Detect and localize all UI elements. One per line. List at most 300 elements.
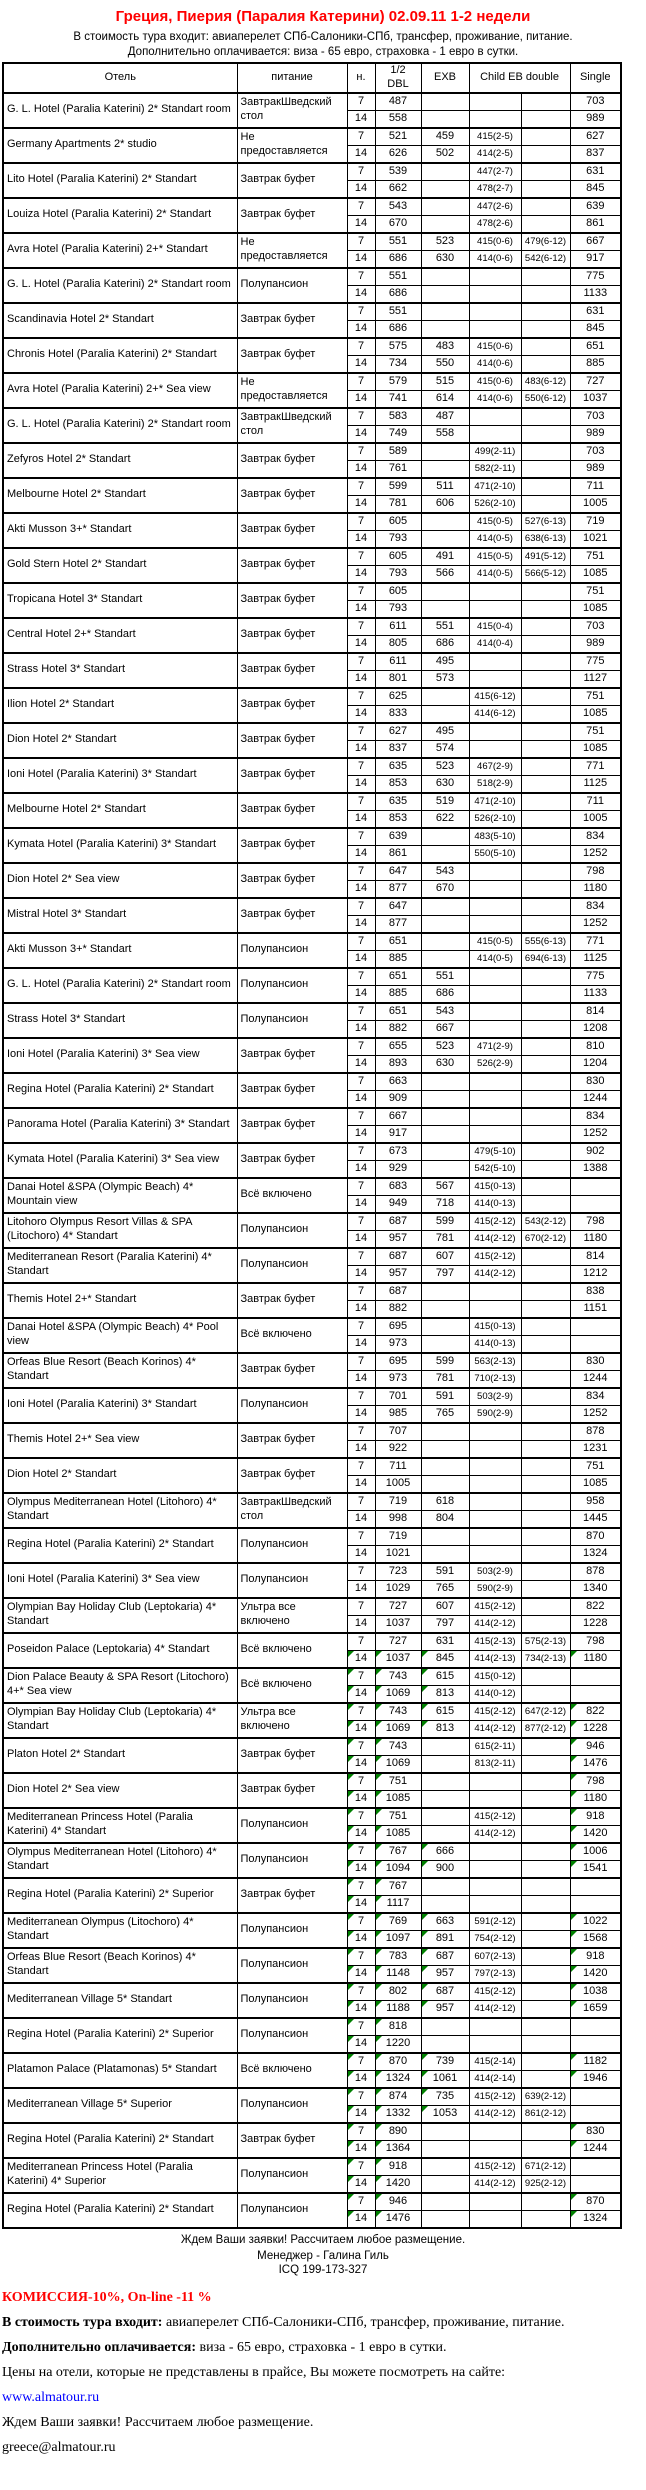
child-price-cell-1: 415(0-5) (469, 933, 521, 951)
child-price-cell-2 (521, 1895, 570, 1913)
child-price-cell-2 (521, 443, 570, 461)
dbl-price-cell: 998 (375, 1510, 421, 1528)
nights-cell: 7 (347, 1283, 375, 1301)
dbl-price-cell: 877 (375, 880, 421, 898)
meal-plan-cell: Завтрак буфет (237, 863, 347, 898)
child-price-cell-1: 414(2-13) (469, 1650, 521, 1668)
single-price-cell: 917 (570, 250, 621, 268)
dbl-price-cell: 1069 (375, 1685, 421, 1703)
hotel-name-cell: Litohoro Olympus Resort Villas & SPA (Litochoro) 4* Standart (3, 1213, 237, 1248)
child-price-cell-1: 414(0-4) (469, 635, 521, 653)
single-price-cell: 1244 (570, 1370, 621, 1388)
child-price-cell-2 (521, 2070, 570, 2088)
dbl-price-cell: 673 (375, 1143, 421, 1161)
dbl-price-cell: 639 (375, 828, 421, 846)
child-price-cell-1: 415(2-12) (469, 1808, 521, 1826)
dbl-price-cell: 833 (375, 705, 421, 723)
meal-plan-cell: Полупансион (237, 1948, 347, 1983)
single-price-cell: 751 (570, 1458, 621, 1476)
child-price-cell-2 (521, 1283, 570, 1301)
table-row (3, 1073, 621, 1091)
single-price-cell: 1038 (570, 1983, 621, 2001)
single-price-cell: 1946 (570, 2070, 621, 2088)
child-price-cell-1 (469, 863, 521, 881)
dbl-price-cell: 793 (375, 565, 421, 583)
nights-cell: 14 (347, 1895, 375, 1913)
child-price-cell-2 (521, 495, 570, 513)
nights-cell: 14 (347, 670, 375, 688)
child-price-cell-2 (521, 1318, 570, 1336)
dbl-price-cell: 1094 (375, 1860, 421, 1878)
child-price-cell-2 (521, 740, 570, 758)
single-price-cell: 1541 (570, 1860, 621, 1878)
meal-plan-cell: Завтрак буфет (237, 1108, 347, 1143)
exb-price-cell: 483 (421, 338, 469, 356)
exb-price-cell (421, 1878, 469, 1896)
col-header-meal: питание (237, 63, 347, 93)
single-price-cell: 1231 (570, 1440, 621, 1458)
dbl-price-cell: 651 (375, 1003, 421, 1021)
child-price-cell-2 (521, 1510, 570, 1528)
nights-cell: 14 (347, 215, 375, 233)
hotel-name-cell: Poseidon Palace (Leptokaria) 4* Standart (3, 1633, 237, 1668)
col-header-single: Single (570, 63, 621, 93)
child-price-cell-2 (521, 1738, 570, 1756)
single-price-cell: 878 (570, 1563, 621, 1581)
nights-cell: 7 (347, 1703, 375, 1721)
dbl-price-cell: 882 (375, 1020, 421, 1038)
exb-price-cell: 523 (421, 233, 469, 251)
child-price-cell-2 (521, 1038, 570, 1056)
nights-cell: 7 (347, 1808, 375, 1826)
single-price-cell: 1252 (570, 1125, 621, 1143)
child-price-cell-2 (521, 600, 570, 618)
hotel-name-cell: Regina Hotel (Paralia Katerini) 2* Superior (3, 1878, 237, 1913)
child-price-cell-1 (469, 968, 521, 986)
single-price-cell (570, 2035, 621, 2053)
dbl-price-cell: 551 (375, 268, 421, 286)
child-price-cell-1 (469, 1843, 521, 1861)
exb-price-cell (421, 845, 469, 863)
single-price-cell: 1445 (570, 1510, 621, 1528)
exb-price-cell: 735 (421, 2088, 469, 2106)
hotel-name-cell: G. L. Hotel (Paralia Katerini) 2* Standart room (3, 93, 237, 128)
exb-price-cell: 607 (421, 1248, 469, 1266)
exb-price-cell: 797 (421, 1265, 469, 1283)
single-price-cell: 1568 (570, 1930, 621, 1948)
child-price-cell-2 (521, 145, 570, 163)
nights-cell: 7 (347, 968, 375, 986)
nights-cell: 14 (347, 180, 375, 198)
single-price-cell: 775 (570, 268, 621, 286)
child-price-cell-1: 415(2-12) (469, 1248, 521, 1266)
nights-cell: 14 (347, 985, 375, 1003)
child-price-cell-2: 877(2-12) (521, 1720, 570, 1738)
nights-cell: 14 (347, 390, 375, 408)
table-row (3, 618, 621, 636)
nights-cell: 14 (347, 425, 375, 443)
child-price-cell-1: 415(2-12) (469, 1213, 521, 1231)
table-row (3, 1178, 621, 1196)
nights-cell: 14 (347, 1090, 375, 1108)
nights-cell: 7 (347, 583, 375, 601)
table-row (3, 1563, 621, 1581)
exb-price-cell (421, 1283, 469, 1301)
dbl-price-cell: 599 (375, 478, 421, 496)
single-price-cell: 1085 (570, 565, 621, 583)
table-row (3, 828, 621, 846)
child-price-cell-2 (521, 1965, 570, 1983)
nights-cell: 14 (347, 1300, 375, 1318)
hotel-name-cell: Regina Hotel (Paralia Katerini) 2* Standart (3, 1528, 237, 1563)
child-price-cell-1: 415(2-12) (469, 1598, 521, 1616)
included-text: авиаперелет СПб-Салоники-СПб, трансфер, проживание, питание. (162, 2314, 565, 2330)
nights-cell: 7 (347, 2158, 375, 2176)
dbl-price-cell: 551 (375, 233, 421, 251)
nights-cell: 14 (347, 250, 375, 268)
table-row (3, 1773, 621, 1791)
child-price-cell-2: 861(2-12) (521, 2105, 570, 2123)
dbl-price-cell: 635 (375, 758, 421, 776)
child-price-cell-1: 415(2-12) (469, 1703, 521, 1721)
table-row (3, 2088, 621, 2106)
nights-cell: 7 (347, 653, 375, 671)
meal-plan-cell: Завтрак буфет (237, 793, 347, 828)
table-row (3, 513, 621, 531)
hotel-name-cell: Ioni Hotel (Paralia Katerini) 3* Standart (3, 758, 237, 793)
single-price-cell: 1252 (570, 845, 621, 863)
exb-price-cell: 781 (421, 1370, 469, 1388)
single-price-cell: 1180 (570, 880, 621, 898)
child-price-cell-2 (521, 1860, 570, 1878)
table-row (3, 1248, 621, 1266)
meal-plan-cell: Завтрак буфет (237, 758, 347, 793)
nights-cell: 14 (347, 740, 375, 758)
child-price-cell-2: 647(2-12) (521, 1703, 570, 1721)
child-price-cell-2 (521, 915, 570, 933)
dbl-price-cell: 579 (375, 373, 421, 391)
exb-price-cell: 781 (421, 1230, 469, 1248)
nights-cell: 7 (347, 233, 375, 251)
child-price-cell-2 (521, 1983, 570, 2001)
meal-plan-cell: Полупансион (237, 1213, 347, 1248)
child-price-cell-2 (521, 1475, 570, 1493)
child-price-cell-1: 414(0-13) (469, 1195, 521, 1213)
table-row (3, 723, 621, 741)
child-price-cell-2 (521, 1020, 570, 1038)
nights-cell: 14 (347, 810, 375, 828)
exb-price-cell (421, 1895, 469, 1913)
dbl-price-cell: 749 (375, 425, 421, 443)
dbl-price-cell: 985 (375, 1405, 421, 1423)
meal-plan-cell: Полупансион (237, 2088, 347, 2123)
table-row (3, 688, 621, 706)
table-row (3, 128, 621, 146)
nights-cell: 7 (347, 758, 375, 776)
single-price-cell: 711 (570, 478, 621, 496)
meal-plan-cell: Завтрак буфет (237, 478, 347, 513)
child-price-cell-1 (469, 1475, 521, 1493)
nights-cell: 14 (347, 1440, 375, 1458)
manager-line: Менеджер - Галина Гиль (257, 2249, 389, 2262)
child-price-cell-1 (469, 898, 521, 916)
single-price-cell (570, 2175, 621, 2193)
dbl-price-cell: 686 (375, 285, 421, 303)
exb-price-cell: 487 (421, 408, 469, 426)
exb-price-cell (421, 705, 469, 723)
meal-plan-cell: Завтрак буфет (237, 163, 347, 198)
meal-plan-cell: Завтрак буфет (237, 1458, 347, 1493)
table-row (3, 1738, 621, 1756)
child-price-cell-1 (469, 1895, 521, 1913)
child-price-cell-1: 503(2-9) (469, 1563, 521, 1581)
child-price-cell-2 (521, 1458, 570, 1476)
exb-price-cell: 1061 (421, 2070, 469, 2088)
exb-price-cell: 845 (421, 1650, 469, 1668)
child-price-cell-1: 414(2-12) (469, 1265, 521, 1283)
exb-price-cell: 718 (421, 1195, 469, 1213)
single-price-cell: 1037 (570, 390, 621, 408)
child-price-cell-1: 414(0-6) (469, 390, 521, 408)
hotel-name-cell: Ioni Hotel (Paralia Katerini) 3* Sea view (3, 1563, 237, 1598)
hotel-name-cell: Lito Hotel (Paralia Katerini) 2* Standart (3, 163, 237, 198)
exb-price-cell: 686 (421, 635, 469, 653)
exb-price-cell: 622 (421, 810, 469, 828)
exb-price-cell: 591 (421, 1563, 469, 1581)
nights-cell: 7 (347, 1843, 375, 1861)
child-price-cell-1: 813(2-11) (469, 1755, 521, 1773)
table-row (3, 1283, 621, 1301)
child-price-cell-1: 415(0-13) (469, 1318, 521, 1336)
meal-plan-cell: Не предоставляется (237, 233, 347, 268)
dbl-price-cell: 1476 (375, 2210, 421, 2228)
hotel-name-cell: Strass Hotel 3* Standart (3, 653, 237, 688)
requests-note-2: Ждем Ваши заявки! Рассчитаем любое размещение. (2, 2414, 314, 2430)
child-price-cell-1: 590(2-9) (469, 1405, 521, 1423)
single-price-cell: 727 (570, 373, 621, 391)
child-price-cell-2 (521, 1563, 570, 1581)
table-row (3, 443, 621, 461)
exb-price-cell (421, 1545, 469, 1563)
dbl-price-cell: 589 (375, 443, 421, 461)
exb-price-cell: 686 (421, 985, 469, 1003)
exb-price-cell: 666 (421, 1843, 469, 1861)
single-price-cell: 958 (570, 1493, 621, 1511)
exb-price-cell: 813 (421, 1720, 469, 1738)
dbl-price-cell: 734 (375, 355, 421, 373)
dbl-price-cell: 781 (375, 495, 421, 513)
exb-price-cell: 502 (421, 145, 469, 163)
hotel-name-cell: Avra Hotel (Paralia Katerini) 2+* Standart (3, 233, 237, 268)
single-price-cell: 822 (570, 1598, 621, 1616)
single-price-cell: 1133 (570, 285, 621, 303)
nights-cell: 14 (347, 1020, 375, 1038)
single-price-cell: 1151 (570, 1300, 621, 1318)
hotel-name-cell: Mediterranean Resort (Paralia Katerini) 4* Standart (3, 1248, 237, 1283)
child-price-cell-1: 415(0-5) (469, 548, 521, 566)
nights-cell: 7 (347, 688, 375, 706)
child-price-cell-1 (469, 268, 521, 286)
child-price-cell-2 (521, 1073, 570, 1091)
meal-plan-cell: Завтрак буфет (237, 898, 347, 933)
nights-cell: 7 (347, 2123, 375, 2141)
child-price-cell-2 (521, 163, 570, 181)
single-price-cell (570, 2088, 621, 2106)
meal-plan-cell: Полупансион (237, 268, 347, 303)
meal-plan-cell: Завтрак буфет (237, 618, 347, 653)
dbl-price-cell: 909 (375, 1090, 421, 1108)
child-price-cell-2 (521, 1755, 570, 1773)
table-row (3, 1143, 621, 1161)
single-price-cell: 703 (570, 443, 621, 461)
single-price-cell: 1085 (570, 740, 621, 758)
child-price-cell-1 (469, 320, 521, 338)
exb-price-cell: 551 (421, 968, 469, 986)
dbl-price-cell: 611 (375, 618, 421, 636)
table-row (3, 1423, 621, 1441)
child-price-cell-1: 550(5-10) (469, 845, 521, 863)
exb-price-cell: 511 (421, 478, 469, 496)
requests-note: Ждем Ваши заявки! Рассчитаем любое размещение. (180, 2233, 466, 2246)
child-price-cell-1 (469, 2140, 521, 2158)
hotel-name-cell: G. L. Hotel (Paralia Katerini) 2* Standart room (3, 968, 237, 1003)
nights-cell: 7 (347, 198, 375, 216)
hotel-name-cell: Olympus Mediterranean Hotel (Litohoro) 4* Standart (3, 1493, 237, 1528)
child-price-cell-1 (469, 1090, 521, 1108)
hotel-name-cell: Dion Hotel 2* Standart (3, 1458, 237, 1493)
hotel-name-cell: Strass Hotel 3* Standart (3, 1003, 237, 1038)
nights-cell: 7 (347, 1773, 375, 1791)
child-price-cell-1 (469, 2123, 521, 2141)
dbl-price-cell: 1324 (375, 2070, 421, 2088)
exb-price-cell (421, 1335, 469, 1353)
meal-plan-cell: Полупансион (237, 1913, 347, 1948)
exb-price-cell: 957 (421, 1965, 469, 1983)
hotel-name-cell: Zefyros Hotel 2* Standart (3, 443, 237, 478)
child-price-cell-2: 670(2-12) (521, 1230, 570, 1248)
single-price-cell: 1005 (570, 495, 621, 513)
table-row (3, 1843, 621, 1861)
child-price-cell-2 (521, 705, 570, 723)
single-price-cell (570, 1668, 621, 1686)
hotel-name-cell: Regina Hotel (Paralia Katerini) 2* Superior (3, 2018, 237, 2053)
exb-price-cell (421, 198, 469, 216)
meal-plan-cell: Завтрак буфет (237, 723, 347, 758)
dbl-price-cell: 743 (375, 1738, 421, 1756)
table-row (3, 1528, 621, 1546)
nights-cell: 7 (347, 93, 375, 111)
single-price-cell: 1180 (570, 1230, 621, 1248)
child-price-cell-2 (521, 1405, 570, 1423)
child-price-cell-1: 526(2-9) (469, 1055, 521, 1073)
nights-cell: 7 (347, 863, 375, 881)
nights-cell: 14 (347, 1580, 375, 1598)
nights-cell: 14 (347, 355, 375, 373)
col-header-hotel: Отель (3, 63, 237, 93)
child-price-cell-1: 414(0-5) (469, 530, 521, 548)
child-price-cell-1: 414(0-6) (469, 250, 521, 268)
nights-cell: 14 (347, 2000, 375, 2018)
meal-plan-cell: Завтрак буфет (237, 303, 347, 338)
single-price-cell: 1180 (570, 1790, 621, 1808)
commission-line: КОМИССИЯ-10%, On-line -11 % (2, 2289, 212, 2305)
single-price-cell: 1125 (570, 775, 621, 793)
single-price-cell: 845 (570, 180, 621, 198)
nights-cell: 14 (347, 1615, 375, 1633)
exb-price-cell (421, 2193, 469, 2211)
nights-cell: 7 (347, 128, 375, 146)
dbl-price-cell: 719 (375, 1528, 421, 1546)
dbl-price-cell: 1005 (375, 1475, 421, 1493)
single-price-cell: 798 (570, 1633, 621, 1651)
dbl-price-cell: 957 (375, 1230, 421, 1248)
nights-cell: 7 (347, 1108, 375, 1126)
child-price-cell-2: 639(2-12) (521, 2088, 570, 2106)
child-price-cell-2 (521, 180, 570, 198)
hotel-name-cell: Regina Hotel (Paralia Katerini) 2* Standart (3, 2123, 237, 2158)
table-row (3, 338, 621, 356)
hotel-name-cell: Ioni Hotel (Paralia Katerini) 3* Standart (3, 1388, 237, 1423)
table-row (3, 1878, 621, 1896)
nights-cell: 14 (347, 775, 375, 793)
dbl-price-cell: 853 (375, 775, 421, 793)
single-price-cell: 1324 (570, 1545, 621, 1563)
exb-price-cell: 687 (421, 1948, 469, 1966)
dbl-price-cell: 917 (375, 1125, 421, 1143)
exb-price-cell: 523 (421, 1038, 469, 1056)
child-price-cell-1: 414(0-5) (469, 950, 521, 968)
single-price-cell: 834 (570, 1108, 621, 1126)
nights-cell: 14 (347, 2140, 375, 2158)
child-price-cell-1: 591(2-12) (469, 1913, 521, 1931)
col-header-exb: EXB (421, 63, 469, 93)
single-price-cell: 989 (570, 460, 621, 478)
child-price-cell-1 (469, 93, 521, 111)
child-price-cell-2 (521, 1108, 570, 1126)
meal-plan-cell: Полупансион (237, 1528, 347, 1563)
nights-cell: 14 (347, 110, 375, 128)
meal-plan-cell: Завтрак буфет (237, 1423, 347, 1458)
exb-price-cell (421, 1073, 469, 1091)
nights-cell: 14 (347, 1230, 375, 1248)
child-price-cell-1: 483(5-10) (469, 828, 521, 846)
child-price-cell-2 (521, 1440, 570, 1458)
nights-cell: 7 (347, 268, 375, 286)
child-price-cell-2: 638(6-13) (521, 530, 570, 548)
single-price-cell (570, 2105, 621, 2123)
hotel-name-cell: Orfeas Blue Resort (Beach Korinos) 4* Standart (3, 1948, 237, 1983)
nights-cell: 7 (347, 163, 375, 181)
single-price-cell: 918 (570, 1808, 621, 1826)
nights-cell: 7 (347, 373, 375, 391)
child-price-cell-2 (521, 880, 570, 898)
meal-plan-cell: Завтрак буфет (237, 1773, 347, 1808)
dbl-price-cell: 686 (375, 250, 421, 268)
nights-cell: 7 (347, 933, 375, 951)
child-price-cell-1: 414(2-12) (469, 2105, 521, 2123)
dbl-price-cell: 741 (375, 390, 421, 408)
meal-plan-cell: Полупансион (237, 933, 347, 968)
single-price-cell: 1212 (570, 1265, 621, 1283)
hotel-name-cell: Kymata Hotel (Paralia Katerini) 3* Standart (3, 828, 237, 863)
nights-cell: 14 (347, 565, 375, 583)
site-link[interactable]: www.almatour.ru (2, 2389, 100, 2405)
included-line (2, 2315, 644, 2331)
exb-price-cell (421, 320, 469, 338)
exb-price-cell: 606 (421, 495, 469, 513)
dbl-price-cell: 625 (375, 688, 421, 706)
single-price-cell (570, 1335, 621, 1353)
